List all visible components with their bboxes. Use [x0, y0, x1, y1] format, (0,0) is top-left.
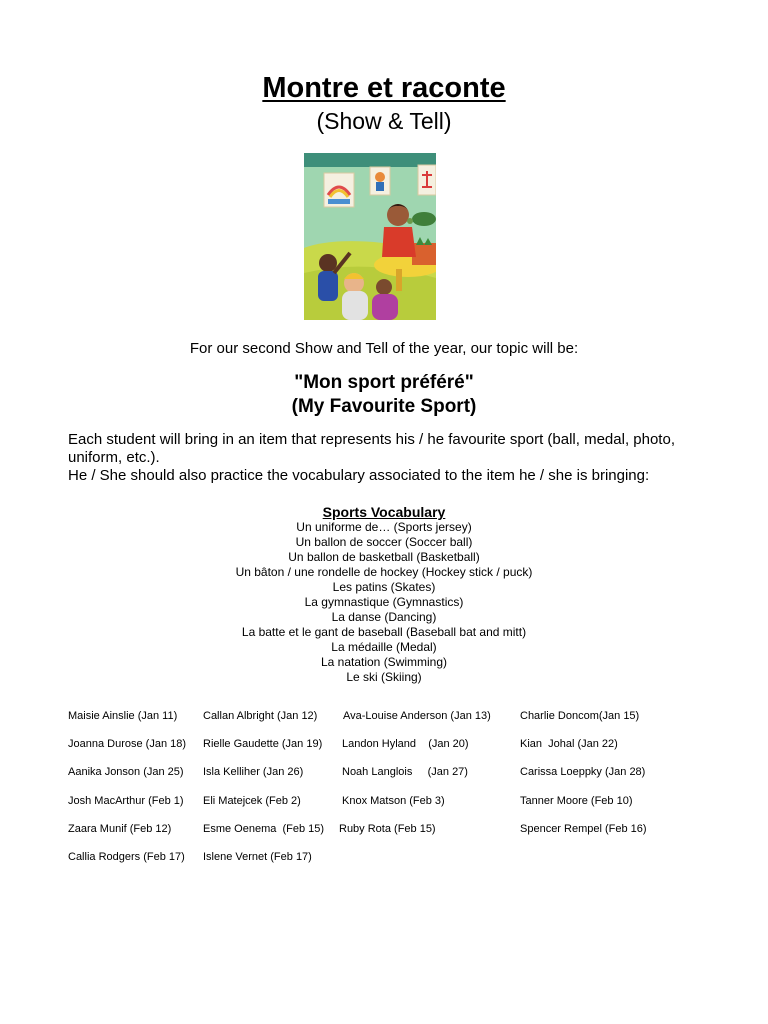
vocabulary-item: La gymnastique (Gymnastics) — [304, 595, 464, 609]
topic-heading — [0, 371, 768, 419]
schedule-entry: Joanna Durose (Jan 18) — [68, 738, 187, 750]
schedule-entry: Landon Hyland (Jan 20) — [342, 738, 469, 750]
schedule-entry: Callan Albright (Jan 12) — [203, 710, 318, 722]
schedule-entry: Spencer Rempel (Feb 16) — [520, 823, 647, 835]
schedule-entry: Carissa Loeppky (Jan 28) — [520, 766, 646, 778]
vocabulary-heading-text: Sports Vocabulary — [322, 504, 446, 520]
schedule-entry: Aanika Jonson (Jan 25) — [68, 766, 184, 778]
schedule-entry: Rielle Gaudette (Jan 19) — [203, 738, 323, 750]
topic-english: (My Favourite Sport) — [291, 396, 477, 417]
schedule-entry: Charlie Doncom(Jan 15) — [520, 710, 640, 722]
vocabulary-item: Un bâton / une rondelle de hockey (Hockey stick / puck) — [235, 565, 533, 579]
topic-french: "Mon sport préféré" — [294, 372, 474, 393]
schedule-entry: Josh MacArthur (Feb 1) — [68, 795, 184, 807]
schedule-entry: Ruby Rota (Feb 15) — [339, 823, 436, 835]
schedule-entry: Knox Matson (Feb 3) — [342, 795, 445, 807]
instructions-line-1: Each student will bring in an item that represents his / he favourite sport (ball, medal, photo, uniform, etc.). — [68, 431, 675, 466]
vocabulary-item: Le ski (Skiing) — [346, 670, 422, 684]
intro-text: For our second Show and Tell of the year, our topic will be: — [189, 340, 579, 357]
vocabulary-list — [0, 520, 768, 685]
page-subtitle: (Show & Tell) — [316, 108, 452, 134]
vocabulary-item: La batte et le gant de baseball (Baseball bat and mitt) — [241, 625, 527, 639]
vocabulary-item: Un uniforme de… (Sports jersey) — [296, 520, 472, 534]
vocabulary-item: Les patins (Skates) — [332, 580, 436, 594]
page-title-text: Montre et raconte — [262, 72, 506, 104]
schedule-entry: Isla Kelliher (Jan 26) — [203, 766, 304, 778]
schedule-entry: Callia Rodgers (Feb 17) — [68, 851, 185, 863]
schedule-entry: Islene Vernet (Feb 17) — [203, 851, 312, 863]
vocabulary-item: Un ballon de soccer (Soccer ball) — [295, 535, 473, 549]
vocabulary-item: La danse (Dancing) — [331, 610, 437, 624]
schedule-entry: Eli Matejcek (Feb 2) — [203, 795, 301, 807]
vocabulary-item: La médaille (Medal) — [331, 640, 437, 654]
schedule-entry: Tanner Moore (Feb 10) — [520, 795, 633, 807]
schedule-entry: Kian Johal (Jan 22) — [520, 738, 618, 750]
instructions-paragraph — [68, 431, 708, 485]
vocabulary-item: Un ballon de basketball (Basketball) — [288, 550, 480, 564]
schedule-entry: Noah Langlois (Jan 27) — [342, 766, 468, 778]
vocabulary-heading — [0, 503, 768, 521]
show-and-tell-illustration — [304, 153, 436, 320]
vocabulary-item: La natation (Swimming) — [320, 655, 448, 669]
schedule-entry: Ava-Louise Anderson (Jan 13) — [343, 710, 491, 722]
instructions-line-2: He / She should also practice the vocabulary associated to the item he / she is bringing: — [68, 467, 650, 484]
schedule-entry: Maisie Ainslie (Jan 11) — [68, 710, 178, 722]
schedule-entry: Zaara Munif (Feb 12) — [68, 823, 172, 835]
page-title — [0, 70, 768, 106]
schedule-entry: Esme Oenema (Feb 15) — [203, 823, 325, 835]
